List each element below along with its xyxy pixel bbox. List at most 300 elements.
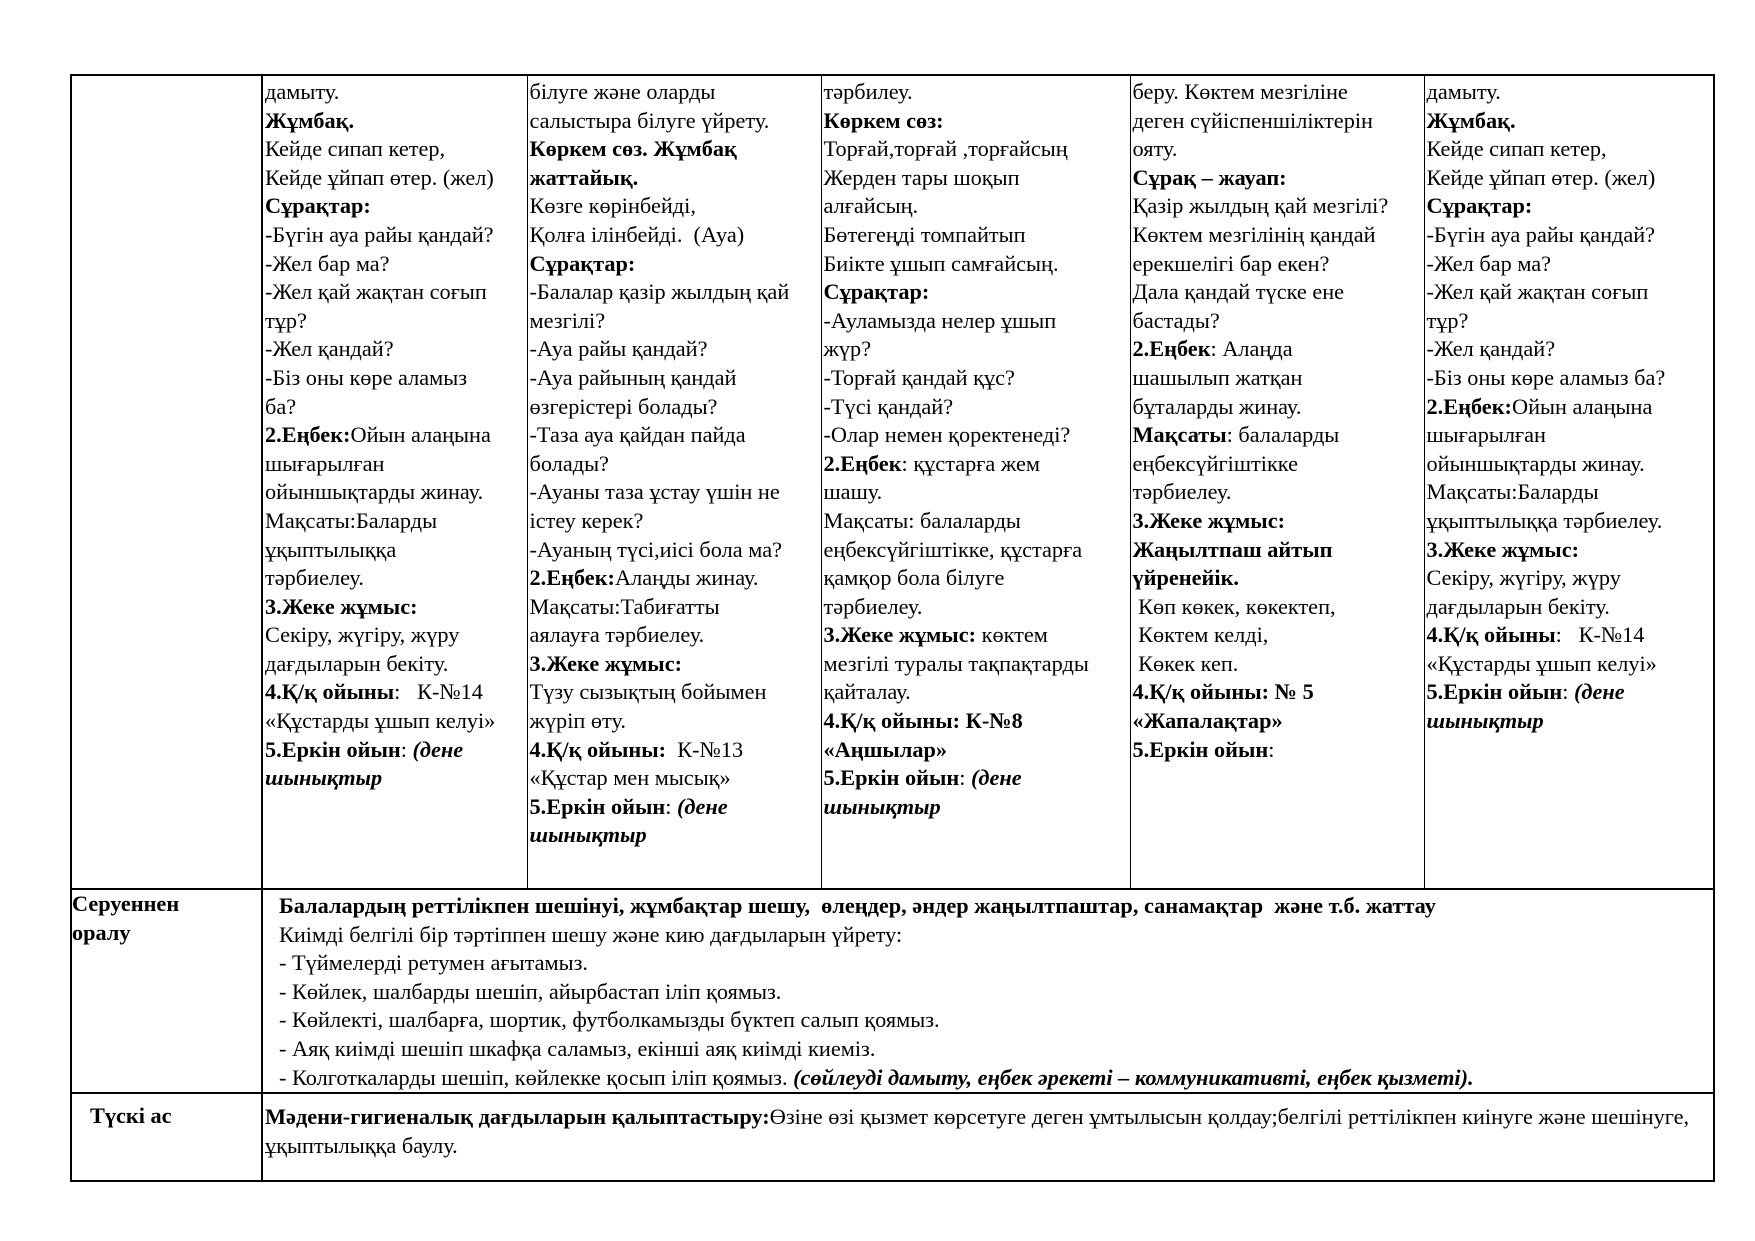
- text-line: [1133, 78, 1422, 107]
- text-run: жаттайық.: [529, 164, 639, 190]
- text-line: [1133, 335, 1422, 364]
- text-line: [279, 1064, 1713, 1093]
- text-line: [824, 736, 1128, 765]
- text-run: 5.Еркін ойын: [265, 736, 401, 762]
- day-column-5: [1424, 75, 1714, 889]
- text-run: Сұрақ – жауап:: [1132, 164, 1287, 190]
- text-line: [1133, 107, 1422, 136]
- text-run: үйренейік.: [1132, 565, 1239, 591]
- text-run: 3.Жеке жұмыс:: [529, 650, 683, 676]
- text-run: дағдыларын бекіту.: [1426, 593, 1610, 619]
- text-line: [265, 78, 525, 107]
- text-line: [530, 364, 819, 393]
- text-run: жүр?: [823, 336, 872, 362]
- text-line: [1427, 478, 1712, 507]
- lunch-bold-prefix: Мәдени-гигиеналық дағдыларын қалыптастыру:: [265, 1104, 770, 1130]
- text-line: [824, 421, 1128, 450]
- text-run: 5.Еркін ойын: [823, 765, 960, 791]
- text-run: дағдыларын бекіту.: [265, 650, 449, 676]
- text-run: :: [400, 736, 413, 762]
- text-run: Көркем сөз:: [823, 107, 944, 133]
- text-line: [824, 107, 1128, 136]
- text-line: [279, 1006, 1713, 1035]
- text-run: Биікте ұшып самғайсың.: [823, 250, 1059, 276]
- text-line: [530, 593, 819, 622]
- text-run: - Көйлек, шалбарды шешіп, айырбастап іліп қоямыз.: [279, 978, 782, 1004]
- text-run: Ойын алаңына: [1511, 393, 1653, 419]
- text-run: шынықтыр: [265, 765, 383, 791]
- text-run: - Көйлекті, шалбарға, шортик, футболкамызды бүктеп салып қоямыз.: [279, 1007, 940, 1033]
- text-line: [1133, 421, 1422, 450]
- text-run: :: [959, 765, 971, 791]
- text-line: [824, 650, 1128, 679]
- text-line: [1133, 621, 1422, 650]
- text-run: ойыншықтарды жинау.: [265, 479, 484, 505]
- text-run: шынықтыр: [823, 793, 941, 819]
- text-line: [1427, 78, 1712, 107]
- text-run: тәрбиелеу.: [1132, 479, 1232, 505]
- text-line: [1133, 736, 1422, 765]
- text-line: [530, 478, 819, 507]
- text-run: Жұмбақ.: [1426, 107, 1516, 133]
- text-line: [279, 978, 1713, 1007]
- lunch-row: [71, 1093, 1714, 1181]
- text-run: : К-№14: [394, 679, 483, 705]
- text-run: Көп көкек, көкектеп,: [1132, 593, 1336, 619]
- text-run: Қолға ілінбейді. (Ауа): [529, 221, 745, 247]
- text-run: -Таза ауа қайдан пайда: [529, 422, 746, 448]
- empty-label-cell: [71, 75, 262, 889]
- text-line: [530, 335, 819, 364]
- text-run: тұр?: [1426, 307, 1469, 333]
- text-run: Мақсаты: балаларды: [823, 507, 1021, 533]
- text-run: -Балалар қазір жылдың қай: [529, 279, 790, 305]
- text-line: [1133, 564, 1422, 593]
- text-line: [1133, 192, 1422, 221]
- text-line: [265, 536, 525, 565]
- text-line: [265, 450, 525, 479]
- text-run: -Бүгін ауа райы қандай?: [265, 221, 494, 247]
- day-column-4: [1130, 75, 1424, 889]
- text-run: Мақсаты:Баларды: [1426, 479, 1599, 505]
- text-run: ұқыптылыққа: [265, 536, 397, 562]
- text-line: [824, 393, 1128, 422]
- text-run: бастады?: [1132, 307, 1220, 333]
- lunch-content-cell: [262, 1093, 1714, 1181]
- text-run: -Біз оны көре аламыз: [265, 364, 468, 390]
- day-column-1: [262, 75, 527, 889]
- text-line: [824, 221, 1128, 250]
- text-run: Алаңды жинау.: [614, 565, 759, 591]
- text-line: [530, 135, 819, 164]
- text-run: тәрбиелеу.: [823, 593, 923, 619]
- text-line: [824, 450, 1128, 479]
- text-line: [265, 221, 525, 250]
- text-line: [279, 921, 1713, 950]
- text-run: Жұмбақ.: [265, 107, 355, 133]
- text-run: 2.Еңбек:: [529, 565, 615, 591]
- text-line: [1427, 135, 1712, 164]
- text-line: [265, 650, 525, 679]
- text-run: Дала қандай түске ене: [1132, 279, 1345, 305]
- text-line: [530, 78, 819, 107]
- text-run: Сұрақтар:: [529, 250, 636, 276]
- return-label-line1: Серуеннен: [72, 891, 180, 916]
- text-line: [265, 507, 525, 536]
- text-run: 5.Еркін ойын: [1132, 736, 1269, 762]
- text-run: Сұрақтар:: [265, 193, 371, 219]
- text-line: [1133, 221, 1422, 250]
- text-line: [1427, 364, 1712, 393]
- text-line: [530, 650, 819, 679]
- text-run: ойыншықтарды жинау.: [1426, 450, 1645, 476]
- text-line: [1427, 450, 1712, 479]
- text-line: [1133, 278, 1422, 307]
- text-line: [530, 192, 819, 221]
- text-run: : құстарға жем: [901, 450, 1040, 476]
- text-run: 3.Жеке жұмыс:: [265, 593, 418, 619]
- text-run: -Жел қай жақтан соғып: [1426, 279, 1649, 305]
- text-run: 3.Жеке жұмыс:: [823, 622, 977, 648]
- text-run: шынықтыр: [529, 822, 647, 848]
- text-run: (дене: [1574, 679, 1625, 705]
- text-run: Торғай,торғай ,торғайсың: [823, 136, 1068, 162]
- text-line: [1427, 335, 1712, 364]
- text-run: -Жел қандай?: [265, 336, 394, 362]
- text-run: Көктем мезгілінің қандай: [1132, 221, 1376, 247]
- text-run: 2.Еңбек: [823, 450, 902, 476]
- text-run: 4.Қ/қ ойыны: К-№8: [823, 708, 1023, 734]
- text-run: алғайсың.: [823, 193, 919, 219]
- text-line: [265, 307, 525, 336]
- text-run: -Ауаны таза ұстау үшін не: [529, 479, 780, 505]
- text-run: аялауға тәрбиелеу.: [529, 622, 705, 648]
- text-line: [1427, 621, 1712, 650]
- text-run: - Колготкаларды шешіп, көйлекке қосып іліп қоямыз.: [279, 1064, 794, 1090]
- text-run: мезгілі туралы тақпақтарды: [823, 650, 1089, 676]
- text-line: [1427, 707, 1712, 736]
- text-run: Кейде ұйпап өтер. (жел): [1426, 164, 1656, 190]
- lunch-content-text: [263, 1094, 1713, 1160]
- text-line: [265, 621, 525, 650]
- text-line: [530, 821, 819, 850]
- text-run: Киімді белгілі бір тәртіппен шешу және кию дағдыларын үйрету:: [279, 921, 903, 947]
- text-line: [530, 164, 819, 193]
- text-line: [824, 478, 1128, 507]
- text-line: [530, 450, 819, 479]
- text-line: [1427, 278, 1712, 307]
- text-run: еңбексүйгіштікке, құстарға: [823, 536, 1083, 562]
- text-run: қайталау.: [823, 679, 911, 705]
- text-line: [265, 478, 525, 507]
- text-run: Кейде сипап кетер,: [265, 136, 446, 162]
- text-run: беру. Көктем мезгіліне: [1132, 79, 1348, 104]
- text-line: [824, 593, 1128, 622]
- text-run: 4.Қ/қ ойыны: [265, 679, 395, 705]
- text-line: [530, 507, 819, 536]
- text-run: деген сүйіспеншіліктерін: [1132, 107, 1373, 133]
- text-run: -Бүгін ауа райы қандай?: [1426, 221, 1656, 247]
- text-run: (дене: [677, 793, 728, 819]
- text-line: [265, 164, 525, 193]
- text-line: [530, 536, 819, 565]
- text-run: -Олар немен қоректенеді?: [823, 422, 1071, 448]
- text-run: Мақсаты:Табиғатты: [529, 593, 720, 619]
- text-run: Көзге көрінбейді,: [529, 193, 696, 219]
- text-run: Түзу сызықтың бойымен: [529, 679, 767, 705]
- text-run: бұталарды жинау.: [1132, 393, 1302, 419]
- text-line: [1133, 707, 1422, 736]
- text-line: [530, 107, 819, 136]
- text-line: [824, 707, 1128, 736]
- text-run: К-№13: [666, 736, 744, 762]
- text-run: болады?: [529, 450, 609, 476]
- text-run: Балалардың реттілікпен шешінуі, жұмбақтар шешу, өлеңдер, әндер жаңылтпаштар, санамақтар және т.б. жаттау: [279, 893, 1436, 918]
- text-line: [530, 564, 819, 593]
- text-line: [530, 736, 819, 765]
- text-line: [530, 764, 819, 793]
- return-content-cell: [262, 889, 1714, 1093]
- return-label-line2: оралу: [72, 919, 131, 945]
- text-run: -Жел қандай?: [1426, 336, 1556, 362]
- text-run: шынықтыр: [1426, 708, 1544, 734]
- text-line: [824, 278, 1128, 307]
- text-run: -Түсі қандай?: [823, 393, 954, 419]
- text-line: [1427, 421, 1712, 450]
- text-run: : Алаңда: [1210, 336, 1293, 362]
- text-line: [265, 192, 525, 221]
- text-run: көктем: [976, 622, 1048, 648]
- text-run: «Құстар мен мысық»: [529, 765, 731, 791]
- text-line: [1133, 536, 1422, 565]
- text-line: [824, 564, 1128, 593]
- day-column-2-text: [528, 76, 821, 850]
- text-line: [530, 707, 819, 736]
- text-line: [824, 307, 1128, 336]
- text-line: [1427, 507, 1712, 536]
- text-line: [265, 250, 525, 279]
- text-line: [265, 707, 525, 736]
- text-run: (дене: [971, 765, 1022, 791]
- text-run: -Жел бар ма?: [265, 250, 390, 276]
- text-line: [530, 793, 819, 822]
- text-line: [1427, 393, 1712, 422]
- text-line: [1133, 678, 1422, 707]
- day-column-1-text: [263, 76, 527, 793]
- lunch-label: Түскі ас: [90, 1103, 172, 1129]
- text-run: Мақсаты:Баларды: [265, 507, 438, 533]
- text-line: [1133, 593, 1422, 622]
- text-run: -Жел қай жақтан соғып: [265, 279, 487, 305]
- text-line: [1427, 307, 1712, 336]
- text-line: [824, 192, 1128, 221]
- text-line: [824, 335, 1128, 364]
- text-line: [1427, 192, 1712, 221]
- text-line: [279, 1035, 1713, 1064]
- text-line: [824, 678, 1128, 707]
- text-line: [824, 621, 1128, 650]
- text-line: [1133, 450, 1422, 479]
- text-line: [530, 221, 819, 250]
- day-column-5-text: [1425, 76, 1714, 736]
- text-line: [1427, 107, 1712, 136]
- text-run: :: [665, 793, 677, 819]
- text-run: ерекшелігі бар екен?: [1132, 250, 1330, 276]
- text-line: [1427, 250, 1712, 279]
- text-run: «Жапалақтар»: [1132, 708, 1283, 734]
- text-line: [265, 764, 525, 793]
- text-line: [1133, 250, 1422, 279]
- text-run: 2.Еңбек:: [1426, 393, 1512, 419]
- text-run: :: [1268, 736, 1275, 762]
- return-content-text: [263, 890, 1713, 1092]
- text-run: шашу.: [823, 479, 883, 505]
- text-run: тәрбиелеу.: [265, 565, 364, 591]
- text-line: [265, 278, 525, 307]
- lunch-label-cell: [71, 1093, 262, 1181]
- text-line: [824, 135, 1128, 164]
- text-run: : балаларды: [1226, 422, 1340, 448]
- text-line: [530, 421, 819, 450]
- text-run: еңбексүйгіштікке: [1132, 450, 1298, 476]
- text-run: - Аяқ киімді шешіп шкафқа саламыз, екінші аяқ киімді киеміз.: [279, 1035, 876, 1061]
- text-run: -Ауаның түсі,иісі бола ма?: [529, 536, 782, 562]
- text-run: шығарылған: [1426, 422, 1546, 448]
- text-line: [1427, 564, 1712, 593]
- text-line: [1133, 650, 1422, 679]
- text-run: шығарылған: [265, 450, 385, 476]
- text-line: [1427, 536, 1712, 565]
- text-run: 3.Жеке жұмыс:: [1426, 536, 1580, 562]
- text-line: [824, 793, 1128, 822]
- text-run: -Жел бар ма?: [1426, 250, 1552, 276]
- text-run: тәрбилеу.: [823, 79, 913, 104]
- text-run: -Біз оны көре аламыз ба?: [1426, 364, 1666, 390]
- text-run: «Аңшылар»: [823, 736, 948, 762]
- text-line: [824, 364, 1128, 393]
- text-line: [279, 949, 1713, 978]
- text-run: 4.Қ/қ ойыны: [1426, 622, 1556, 648]
- text-line: [530, 250, 819, 279]
- text-line: [824, 78, 1128, 107]
- text-run: Кейде сипап кетер,: [1426, 136, 1607, 162]
- text-run: Жаңылтпаш айтып: [1132, 536, 1333, 562]
- text-run: Бөтегеңді томпайтып: [823, 221, 1026, 247]
- text-run: 5.Еркін ойын: [1426, 679, 1563, 705]
- text-line: [530, 307, 819, 336]
- text-run: қамқор бола білуге: [823, 565, 1005, 591]
- text-line: [265, 135, 525, 164]
- text-run: істеу керек?: [529, 507, 644, 533]
- text-line: [1133, 393, 1422, 422]
- text-line: [265, 335, 525, 364]
- text-line: [1133, 364, 1422, 393]
- return-from-walk-row: [71, 889, 1714, 1093]
- text-run: Кейде ұйпап өтер. (жел): [265, 164, 494, 190]
- text-run: тұр?: [265, 307, 307, 333]
- text-line: [824, 536, 1128, 565]
- text-run: Сұрақтар:: [823, 279, 930, 305]
- text-run: -Ауа райының қандай: [529, 364, 737, 390]
- text-line: [265, 364, 525, 393]
- walk-activities-row: [71, 75, 1714, 889]
- text-run: мезгілі?: [529, 307, 606, 333]
- text-run: 4.Қ/қ ойыны: № 5: [1132, 679, 1314, 705]
- text-run: - Түймелерді ретумен ағытамыз.: [279, 950, 588, 976]
- text-line: [265, 564, 525, 593]
- text-run: Мақсаты: [1132, 422, 1227, 448]
- text-run: 2.Еңбек:: [265, 422, 351, 448]
- text-run: ба?: [265, 393, 297, 419]
- text-line: [1133, 135, 1422, 164]
- text-line: [824, 507, 1128, 536]
- text-line: [1133, 507, 1422, 536]
- text-line: [1427, 593, 1712, 622]
- text-run: -Ауламызда нелер ұшып: [823, 307, 1057, 333]
- text-line: [530, 393, 819, 422]
- text-run: -Торғай қандай құс?: [823, 364, 1015, 390]
- text-line: [1133, 164, 1422, 193]
- return-label-cell: [71, 889, 262, 1093]
- text-run: 4.Қ/қ ойыны:: [529, 736, 667, 762]
- text-line: [265, 678, 525, 707]
- text-run: ояту.: [1132, 136, 1178, 162]
- text-run: Көркем сөз. Жұмбақ: [529, 136, 737, 162]
- text-line: [530, 678, 819, 707]
- text-line: [824, 764, 1128, 793]
- text-run: жүріп өту.: [529, 708, 626, 734]
- text-line: [265, 393, 525, 422]
- text-run: Секіру, жүгіру, жүру: [265, 622, 460, 648]
- text-run: : К-№14: [1555, 622, 1645, 648]
- text-run: Жерден тары шоқып: [823, 164, 1020, 190]
- text-line: [265, 421, 525, 450]
- text-line: [1427, 221, 1712, 250]
- lunch-text: Өзіне өзі қызмет көрсетуге деген ұмтылысын қолдау;белгілі реттілікпен киінуге және шешінуге, ұқыптылыққа баулу.: [265, 1104, 1690, 1159]
- text-run: -Ауа райы қандай?: [529, 336, 708, 362]
- text-run: 2.Еңбек: [1132, 336, 1211, 362]
- text-line: [265, 736, 525, 765]
- text-run: Көктем келді,: [1132, 622, 1269, 648]
- text-run: Қазір жылдың қай мезгілі?: [1132, 193, 1389, 219]
- text-run: өзгерістері болады?: [529, 393, 718, 419]
- text-run: салыстыра білуге үйрету.: [529, 107, 770, 133]
- text-line: [1427, 678, 1712, 707]
- text-line: [824, 250, 1128, 279]
- text-run: білуге және оларды: [529, 79, 716, 104]
- text-line: [530, 621, 819, 650]
- text-run: «Құстарды ұшып келуі»: [265, 708, 496, 734]
- text-run: (дене: [412, 736, 464, 762]
- text-run: Секіру, жүгіру, жүру: [1426, 565, 1621, 591]
- text-run: Көкек кеп.: [1132, 650, 1239, 676]
- text-run: :: [1562, 679, 1574, 705]
- text-run: 3.Жеке жұмыс:: [1132, 507, 1286, 533]
- text-line: [824, 164, 1128, 193]
- text-line: [265, 107, 525, 136]
- day-column-3: [821, 75, 1130, 889]
- text-line: [279, 892, 1713, 921]
- text-line: [1427, 650, 1712, 679]
- text-line: [530, 278, 819, 307]
- text-run: дамыту.: [1426, 79, 1501, 104]
- text-run: 5.Еркін ойын: [529, 793, 666, 819]
- text-run: шашылып жатқан: [1132, 364, 1303, 390]
- text-line: [265, 593, 525, 622]
- text-run: «Құстарды ұшып келуі»: [1426, 650, 1657, 676]
- schedule-table: [70, 74, 1715, 1182]
- text-line: [1133, 307, 1422, 336]
